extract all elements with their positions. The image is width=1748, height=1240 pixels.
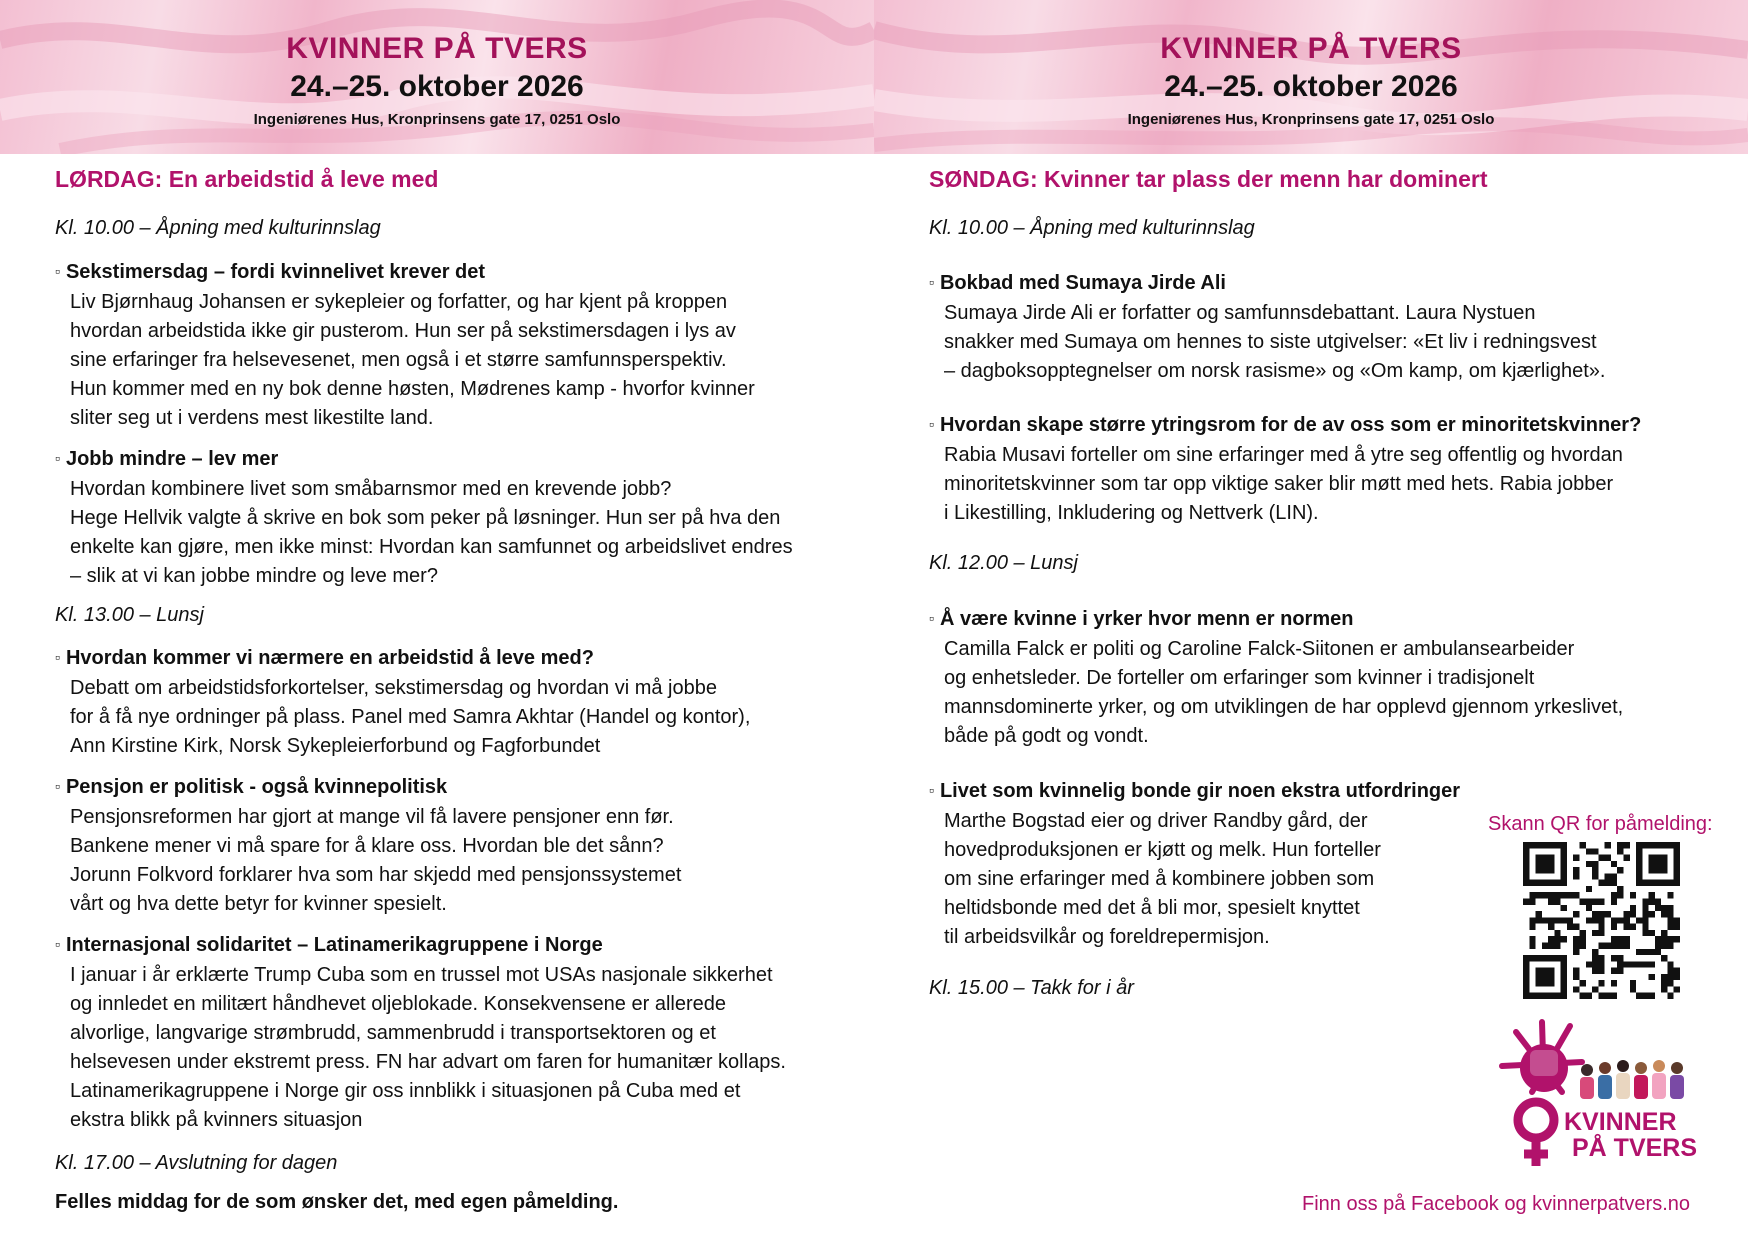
program-item (55, 773, 681, 919)
item-line: helsevesen under ekstremt press. FN har advart om faren for humanitær kollaps. (70, 1051, 786, 1073)
program-item-title: ▫ Livet som kvinnelig bonde gir noen ekstra utfordringer (929, 780, 1461, 802)
program-item-title: ▫ Å være kvinne i yrker hvor menn er normen (929, 608, 1354, 630)
program-item-title: ▫ Bokbad med Sumaya Jirde Ali (929, 272, 1226, 294)
bullet-icon: ▫ (55, 936, 60, 952)
header-venue: Ingeniørenes Hus, Kronprinsens gate 17, 0251 Oslo (1127, 111, 1495, 128)
header-title: KVINNER PÅ TVERS (1160, 32, 1462, 65)
item-line: – slik at vi kan jobbe mindre og leve mer? (70, 565, 438, 587)
item-line: mannsdominerte yrker, og om utviklingen de har opplevd gjennom yrkeslivet, (944, 696, 1624, 718)
sunday-opening: Kl. 10.00 – Åpning med kulturinnslag (929, 217, 1255, 239)
program-item (929, 777, 1460, 952)
qr-code-icon[interactable] (1523, 842, 1680, 999)
item-line: om sine erfaringer med å kombinere jobben som (944, 868, 1375, 890)
item-line: Sumaya Jirde Ali er forfatter og samfunnsdebattant. Laura Nystuen (944, 302, 1536, 324)
sunday-heading: SØNDAG: Kvinner tar plass der menn har dominert (929, 166, 1488, 192)
item-line: for å få nye ordninger på plass. Panel med Samra Akhtar (Handel og kontor), (70, 706, 751, 728)
item-line: ekstra blikk på kvinners situasjon (70, 1109, 363, 1131)
item-line: Ann Kirstine Kirk, Norsk Sykepleierforbund og Fagforbundet (70, 735, 601, 757)
program-item (55, 445, 793, 591)
program-item (929, 411, 1641, 528)
bullet-icon: ▫ (929, 782, 934, 798)
program-item (929, 605, 1623, 751)
item-line: sine erfaringer fra helsevesenet, men også i et større samfunnsperspektiv. (70, 349, 727, 371)
item-line: alvorlige, langvarige strømbrudd, sammenbrudd i transportsektoren og et (70, 1022, 716, 1044)
program-item (55, 258, 755, 433)
item-line: Jorunn Folkvord forklarer hva som har skjedd med pensjonssystemet (70, 864, 682, 886)
header-title: KVINNER PÅ TVERS (286, 32, 588, 65)
item-line: – dagboksopptegnelser om norsk rasisme» og «Om kamp, om kjærlighet». (944, 360, 1606, 382)
item-line: både på godt og vondt. (944, 725, 1149, 747)
item-line: I januar i år erklærte Trump Cuba som en trussel mot USAs nasjonale sikkerhet (70, 964, 773, 986)
sunday-closing: Kl. 15.00 – Takk for i år (929, 977, 1134, 999)
item-line: Hvordan kombinere livet som småbarnsmor med en krevende jobb? (70, 478, 672, 500)
item-line: i Likestilling, Inkludering og Nettverk (LIN). (944, 502, 1319, 524)
bullet-icon: ▫ (929, 274, 934, 290)
saturday-heading: LØRDAG: En arbeidstid å leve med (55, 166, 439, 192)
bullet-icon: ▫ (55, 649, 60, 665)
footer-links[interactable]: Finn oss på Facebook og kvinnerpatvers.no (1302, 1193, 1690, 1215)
program-item-title: ▫ Pensjon er politisk - også kvinnepolitisk (55, 776, 448, 798)
item-line: Hun kommer med en ny bok denne høsten, Mødrenes kamp - hvorfor kvinner (70, 378, 755, 400)
saturday-closing: Kl. 17.00 – Avslutning for dagen (55, 1152, 338, 1174)
program-item-title: ▫ Hvordan skape større ytringsrom for de av oss som er minoritetskvinner? (929, 414, 1642, 436)
item-line: minoritetskvinner som tar opp viktige saker blir møtt med hets. Rabia jobber (944, 473, 1614, 495)
bullet-icon: ▫ (929, 416, 934, 432)
item-line: Camilla Falck er politi og Caroline Falck-Siitonen er ambulansearbeider (944, 638, 1575, 660)
header-right (874, 0, 1748, 154)
program-item-title: ▫ Internasjonal solidaritet – Latinamerikagruppene i Norge (55, 934, 603, 956)
program-item-title: ▫ Jobb mindre – lev mer (55, 448, 279, 470)
item-line: Liv Bjørnhaug Johansen er sykepleier og forfatter, og har kjent på kroppen (70, 291, 728, 313)
venus-fist-logo-icon (1492, 1018, 1706, 1170)
bullet-icon: ▫ (55, 263, 60, 279)
item-line: og innledet en militært håndhevet oljeblokade. Konsekvensene er allerede (70, 993, 726, 1015)
program-item (55, 931, 786, 1135)
item-line: vårt og hva dette betyr for kvinner spesielt. (70, 893, 447, 915)
program-item-title: ▫ Hvordan kommer vi nærmere en arbeidstid å leve med? (55, 647, 594, 669)
women-group-icon (1580, 1060, 1684, 1099)
item-line: Debatt om arbeidstidsforkortelser, sekstimersdag og hvordan vi må jobbe (70, 677, 717, 699)
header-date: 24.–25. oktober 2026 (290, 70, 584, 103)
saturday-lunch: Kl. 13.00 – Lunsj (55, 604, 204, 626)
item-line: til arbeidsvilkår og foreldrepermisjon. (944, 926, 1270, 948)
header-date: 24.–25. oktober 2026 (1164, 70, 1458, 103)
item-line: enkelte kan gjøre, men ikke minst: Hvordan kan samfunnet og arbeidslivet endres (70, 536, 793, 558)
program-item-title: ▫ Sekstimersdag – fordi kvinnelivet krever det (55, 261, 486, 283)
sunday-lunch: Kl. 12.00 – Lunsj (929, 552, 1078, 574)
saturday-opening: Kl. 10.00 – Åpning med kulturinnslag (55, 217, 381, 239)
item-line: Rabia Musavi forteller om sine erfaringer med å ytre seg offentlig og hvordan (944, 444, 1623, 466)
item-line: snakker med Sumaya om hennes to siste utgivelser: «Et liv i redningsvest (944, 331, 1597, 353)
item-line: hvordan arbeidstida ikke gir pusterom. Hun ser på sekstimersdagen i lys av (70, 320, 736, 342)
item-line: sliter seg ut i verdens mest likestilte land. (70, 407, 434, 429)
item-line: Pensjonsreformen har gjort at mange vil få lavere pensjoner enn før. (70, 806, 674, 828)
bullet-icon: ▫ (55, 778, 60, 794)
qr-label: Skann QR for påmelding: (1488, 813, 1713, 835)
program-item (929, 269, 1605, 386)
item-line: Marthe Bogstad eier og driver Randby gård, der (944, 810, 1368, 832)
program-item (55, 644, 750, 761)
dinner-note: Felles middag for de som ønsker det, med egen påmelding. (55, 1191, 619, 1213)
logo-text-line1: KVINNER (1564, 1108, 1677, 1136)
item-line: hovedproduksjonen er kjøtt og melk. Hun forteller (944, 839, 1381, 861)
bullet-icon: ▫ (929, 610, 934, 626)
bullet-icon: ▫ (55, 450, 60, 466)
header-venue: Ingeniørenes Hus, Kronprinsens gate 17, 0251 Oslo (253, 111, 621, 128)
item-line: Hege Hellvik valgte å skrive en bok som peker på løsninger. Hun ser på hva den (70, 507, 781, 529)
item-line: Latinamerikagruppene i Norge gir oss innblikk i situasjonen på Cuba med et (70, 1080, 741, 1102)
logo-text-line2: PÅ TVERS (1572, 1134, 1698, 1162)
header-left (0, 0, 874, 154)
item-line: heltidsbonde med det å bli mor, spesielt knyttet (944, 897, 1360, 919)
item-line: Bankene mener vi må spare for å klare oss. Hvordan ble det sånn? (70, 835, 664, 857)
item-line: og enhetsleder. De forteller om erfaringer som kvinner i tradisjonelt (944, 667, 1535, 689)
